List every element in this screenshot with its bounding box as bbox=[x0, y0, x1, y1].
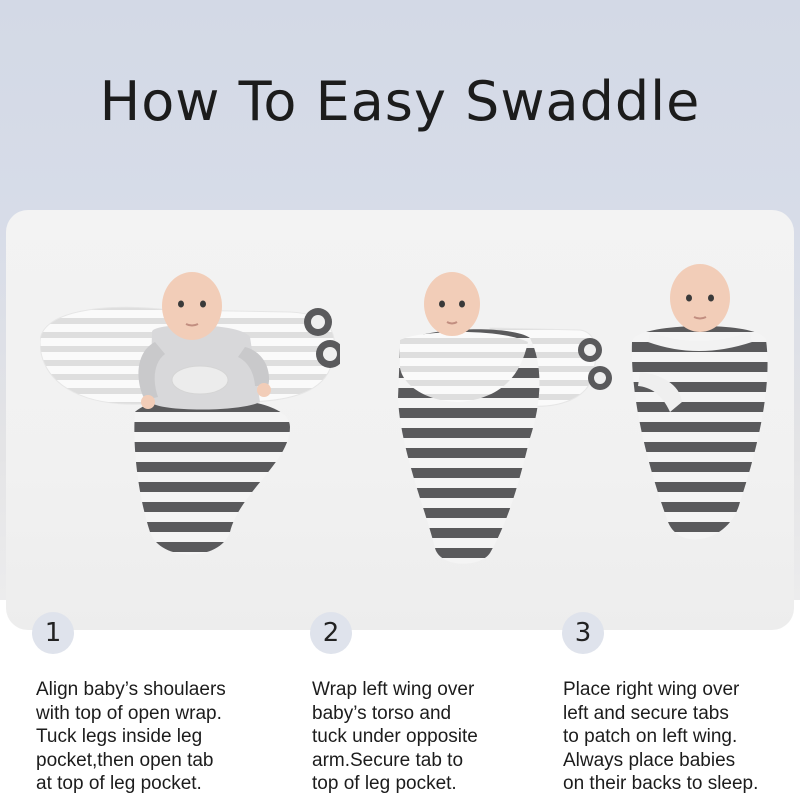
instruction-line: pocket,then open tab bbox=[36, 749, 214, 771]
step-2-number: 2 bbox=[310, 612, 352, 654]
step-2-swaddle-photo bbox=[380, 268, 620, 568]
instruction-line: Wrap left wing over bbox=[312, 679, 475, 700]
instruction-line: Tuck legs inside leg bbox=[36, 726, 203, 747]
instruction-line: with top of open wrap. bbox=[36, 702, 222, 724]
instruction-line: on their backs to sleep. bbox=[563, 773, 759, 794]
step-3-instructions bbox=[563, 678, 758, 796]
instruction-line: at top of leg pocket. bbox=[36, 773, 202, 794]
step-3-number: 3 bbox=[562, 612, 604, 654]
step-2-instructions bbox=[312, 678, 478, 796]
instruction-line: to patch on left wing. bbox=[563, 726, 738, 747]
instruction-line: Place right wing over bbox=[563, 679, 740, 700]
instruction-line: Align baby’s shoulaers bbox=[36, 679, 226, 700]
instruction-line: tuck under opposite bbox=[312, 726, 478, 747]
step-3-swaddle-photo bbox=[620, 262, 780, 562]
instruction-line: top of leg pocket. bbox=[312, 773, 457, 794]
instruction-line: baby’s torso and bbox=[312, 702, 452, 724]
instruction-line: Always place babies bbox=[563, 749, 736, 771]
step-1-instructions bbox=[36, 678, 226, 796]
step-1-number: 1 bbox=[32, 612, 74, 654]
page-title: How To Easy Swaddle bbox=[99, 70, 701, 133]
instruction-line: arm.Secure tab to bbox=[312, 749, 464, 771]
instruction-line: left and secure tabs bbox=[563, 702, 729, 724]
step-1-swaddle-photo bbox=[40, 262, 340, 562]
